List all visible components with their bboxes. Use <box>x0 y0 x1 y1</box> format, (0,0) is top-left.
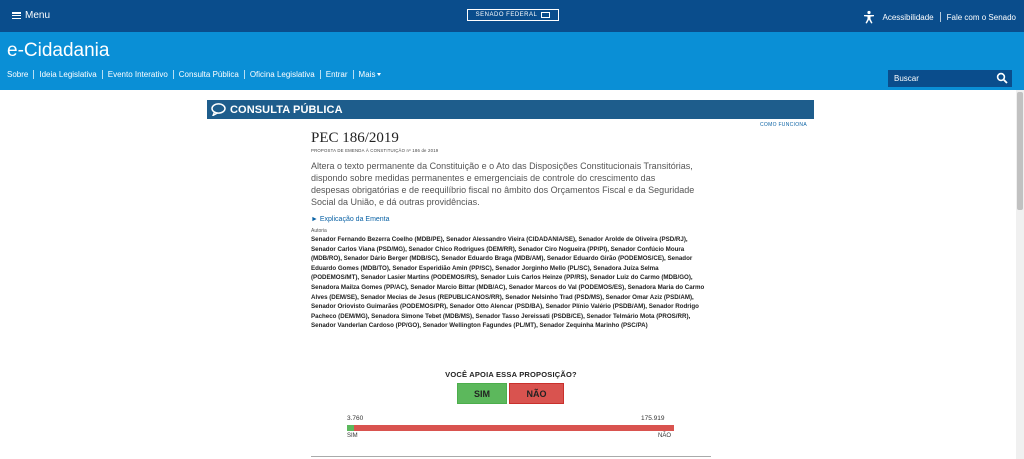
explicacao-ementa-link[interactable]: ► Explicação da Ementa <box>311 216 390 223</box>
scrollbar-thumb[interactable] <box>1017 92 1023 210</box>
nav-item-oficina-legislativa[interactable]: Oficina Legislativa <box>249 70 315 79</box>
nav-item-sobre[interactable]: Sobre <box>7 70 29 79</box>
hamburger-icon <box>12 12 21 19</box>
senado-federal-logo[interactable] <box>467 9 559 21</box>
nav-item-evento-interativo[interactable]: Evento Interativo <box>107 70 168 79</box>
site-title[interactable]: e-Cidadania <box>7 40 110 61</box>
nav-item-entrar[interactable]: Entrar <box>325 70 348 79</box>
section-band <box>207 100 814 119</box>
search-box <box>888 70 1012 87</box>
bar-sim-label: SIM <box>347 433 358 439</box>
bottom-divider <box>311 456 711 457</box>
divider <box>940 12 941 22</box>
menu-label: Menu <box>25 10 51 21</box>
proposition-ementa: Altera o texto permanente da Constituição e o Ato das Disposições Constitucionais Transitórias, dispondo sobre medidas permanentes e emergenciais de controle do crescimento das despesas obrigatórias e de reequilíbrio fiscal no âmbito dos Orçamentos Fiscal e da Seguridade Social da União, e dá outras providências. <box>311 161 695 207</box>
vote-question: VOCÊ APOIA ESSA PROPOSIÇÃO? <box>445 370 577 379</box>
nav-item-mais-label: Mais <box>358 70 376 79</box>
main-nav <box>7 70 386 79</box>
nao-count: 175.919 <box>641 415 665 422</box>
proposition-title: PEC 186/2019 <box>311 130 399 146</box>
vote-result-bar <box>347 425 674 431</box>
top-bar <box>0 0 1024 32</box>
como-funciona-link[interactable]: COMO FUNCIONA <box>760 122 807 128</box>
nav-item-mais[interactable] <box>354 70 387 79</box>
speech-bubble-icon <box>211 103 226 116</box>
section-title: CONSULTA PÚBLICA <box>230 103 343 116</box>
senado-label: SENADO FEDERAL <box>475 12 538 18</box>
site-header <box>0 32 1024 90</box>
accessibility-icon[interactable] <box>862 10 876 24</box>
sim-count: 3.760 <box>347 415 364 422</box>
autoria-label: Autoria <box>311 228 327 234</box>
contact-link[interactable]: Fale com o Senado <box>946 12 1016 22</box>
autoria-list: Senador Fernando Bezerra Coelho (MDB/PE), Senador Alessandro Vieira (CIDADANIA/SE), Senador Arolde de Oliveira (PSD/RJ), Senador Carlos Viana (PSD/MG), Senador Chico Rodrigues (DEM/RR), Senador Ciro Nogueira (PP/PI), Senador Confúcio Moura (MDB/RO), Senador Dário Berger (MDB/SC), Senador Eduardo Braga (MDB/AM), Senador Eduardo Girão (PODEMOS/CE), Senador Eduardo Gomes (MDB/TO), Senador Esperidião Amin (PP/SC), Senador Jorginho Mello (PL/SC), Senadora Juíza Selma (PODEMOS/MT), Senador Lasier Martins (PODEMOS/RS), Senador Luis Carlos Heinze (PP/RS), Senador Luiz do Carmo (MDB/GO), Senadora Mailza Gomes (PP/AC), Senador Marcio Bittar (MDB/AC), Senador Marcos do Val (PODEMOS/ES), Senadora Maria do Carmo Alves (DEM/SE), Senador Mecias de Jesus (REPUBLICANOS/RR), Senador Nelsinho Trad (PSD/MS), Senador Omar Aziz (PSD/AM), Senador Oriovisto Guimarães (PODEMOS/PR), Senador Otto Alencar (PSD/BA), Senador Plínio Valério (PSDB/AM), Senador Rodrigo Pacheco (DEM/MG), Senadora Simone Tebet (MDB/MS), Senador Tasso Jereissati (PSDB/CE), Senador Telmário Mota (PROS/RR), Senador Vanderlan Cardoso (PP/GO), Senador Wellington Fagundes (PL/MT), Senador Zequinha Marinho (PSC/PA) <box>311 236 705 330</box>
bar-nao-label: NÃO <box>658 433 672 439</box>
top-right-links <box>862 10 1016 24</box>
proposition-subtitle: PROPOSTA DE EMENDA À CONSTITUIÇÃO nº 186 de 2019 <box>311 148 439 153</box>
proposition-content <box>311 130 711 331</box>
vote-sim-button[interactable]: SIM <box>457 383 507 404</box>
search-input[interactable] <box>894 74 990 83</box>
nav-item-ideia-legislativa[interactable]: Ideia Legislativa <box>39 70 97 79</box>
nav-item-consulta-publica[interactable]: Consulta Pública <box>178 70 239 79</box>
search-icon[interactable] <box>996 72 1008 84</box>
caret-down-icon <box>377 73 381 76</box>
vote-result-sim-fill <box>347 425 354 431</box>
accessibility-link[interactable]: Acessibilidade <box>882 12 934 22</box>
vote-nao-button[interactable]: NÃO <box>509 383 564 404</box>
menu-button[interactable] <box>12 10 50 21</box>
building-icon <box>541 12 550 18</box>
